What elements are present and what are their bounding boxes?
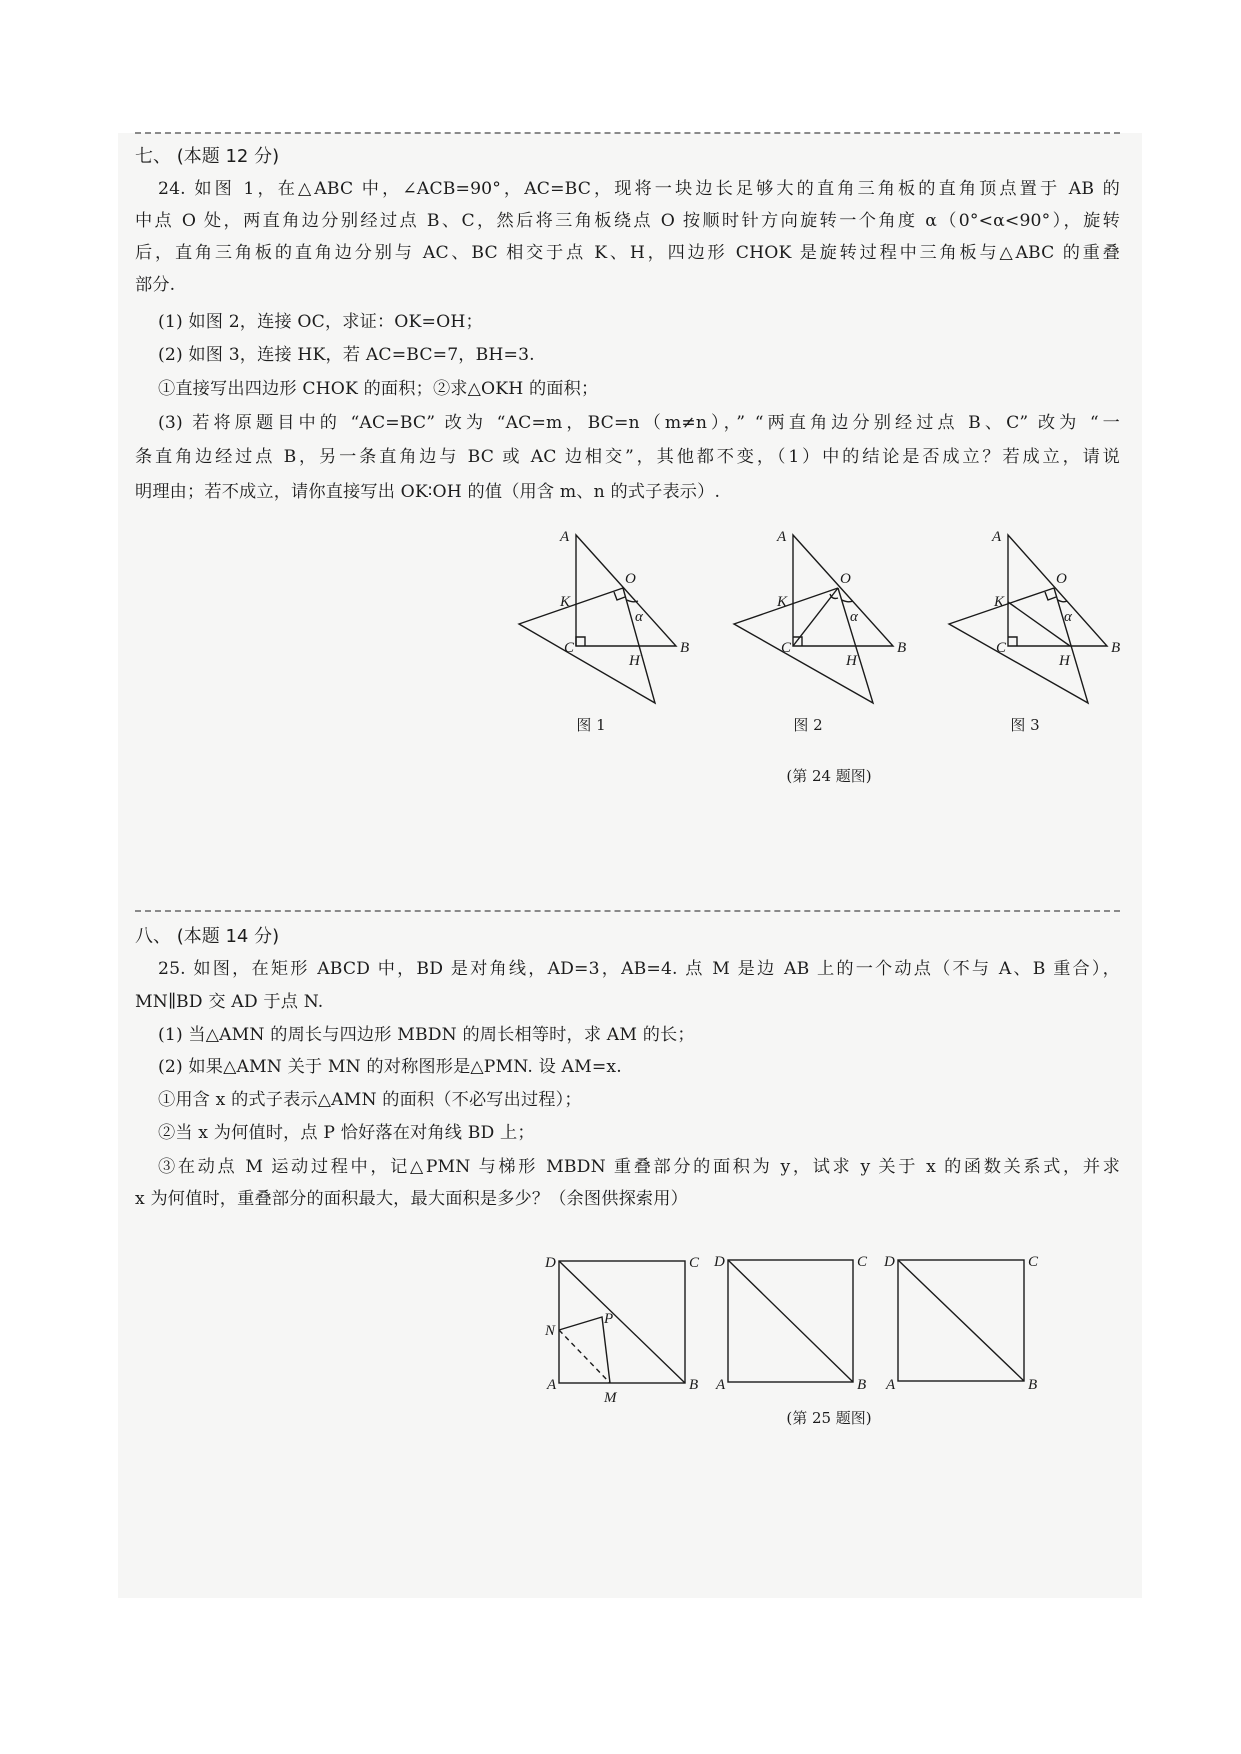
triangle-pmn xyxy=(559,1317,610,1383)
label-c: C xyxy=(781,640,792,656)
label-a: A xyxy=(777,529,787,545)
figure-25-3 xyxy=(883,1254,1039,1393)
figure-caption-1: 图 1 xyxy=(576,716,606,734)
figure-caption-2: 图 2 xyxy=(793,716,823,734)
label-a: A xyxy=(547,1377,557,1393)
label-d: D xyxy=(884,1254,895,1270)
label-o: O xyxy=(1056,571,1067,587)
question-25-part-2: (2) 如果△AMN 关于 MN 的对称图形是△PMN. 设 AM=x. xyxy=(158,1057,622,1077)
label-b: B xyxy=(680,640,690,656)
label-alpha: α xyxy=(635,609,643,625)
label-k: K xyxy=(777,594,788,610)
section-heading-8: 八、 (本题 14 分) xyxy=(135,926,280,947)
question-24-figure-caption: (第 24 题图) xyxy=(786,767,872,785)
question-25-sub-3-line-2: x 为何值时，重叠部分的面积最大，最大面积是多少？（余图供探索用） xyxy=(135,1189,688,1209)
label-alpha: α xyxy=(850,609,858,625)
question-25-part-1: (1) 当△AMN 的周长与四边形 MBDN 的周长相等时，求 AM 的长； xyxy=(158,1025,695,1045)
label-c: C xyxy=(996,640,1007,656)
label-k: K xyxy=(560,594,571,610)
question-25-line-1: 25. 如图，在矩形 ABCD 中，BD 是对角线，AD=3，AB=4. 点 M 是边 AB 上的一个动点（不与 A、B 重合）， xyxy=(158,959,1120,979)
question-24-line-2: 中点 O 处，两直角边分别经过点 B、C，然后将三角板绕点 O 按顺时针方向旋转一个角度 α（0°<α<90°），旋转 xyxy=(135,211,1120,231)
question-25-sub-1: ①用含 x 的式子表示△AMN 的面积（不必写出过程）； xyxy=(158,1090,582,1110)
label-o: O xyxy=(625,571,636,587)
question-25-line-2: MN∥BD 交 AD 于点 N. xyxy=(135,992,324,1012)
figure-caption-3: 图 3 xyxy=(1010,716,1040,734)
diagonal-bd xyxy=(728,1260,853,1382)
question-24-line-3: 后，直角三角板的直角边分别与 AC、BC 相交于点 K、H，四边形 CHOK 是旋转过程中三角板与△ABC 的重叠 xyxy=(135,243,1120,263)
label-h: H xyxy=(1059,653,1070,669)
question-24-part-2: (2) 如图 3，连接 HK，若 AC=BC=7，BH=3. xyxy=(158,345,535,365)
label-b: B xyxy=(1028,1377,1038,1393)
label-d: D xyxy=(714,1254,725,1270)
label-b: B xyxy=(1111,640,1121,656)
label-h: H xyxy=(629,653,640,669)
section-heading-7: 七、 (本题 12 分) xyxy=(135,146,280,167)
label-c: C xyxy=(689,1255,700,1271)
question-24-line-1: 24. 如图 1，在△ABC 中，∠ACB=90°，AC=BC，现将一块边长足够大的直角三角板的直角顶点置于 AB 的 xyxy=(158,179,1120,199)
question-24-part-2-sub: ①直接写出四边形 CHOK 的面积；②求△OKH 的面积； xyxy=(158,379,599,399)
label-n: N xyxy=(545,1323,556,1339)
question-25-sub-3-line-1: ③在动点 M 运动过程中，记△PMN 与梯形 MBDN 重叠部分的面积为 y，试求 y 关于 x 的函数关系式，并求 xyxy=(158,1157,1120,1177)
label-p: P xyxy=(604,1311,614,1327)
question-25-sub-2: ②当 x 为何值时，点 P 恰好落在对角线 BD 上； xyxy=(158,1123,535,1143)
diagonal-bd xyxy=(898,1260,1024,1381)
question-24-part-3-line-2: 条直角边经过点 B，另一条直角边与 BC 或 AC 边相交”，其他都不变，（1）中的结论是否成立？若成立，请说 xyxy=(135,447,1120,467)
label-a: A xyxy=(560,529,570,545)
label-a: A xyxy=(992,529,1002,545)
label-a: A xyxy=(886,1377,896,1393)
question-25-figure-caption: (第 25 题图) xyxy=(786,1409,872,1427)
label-c: C xyxy=(564,640,575,656)
question-24-part-3-line-1: (3) 若将原题目中的 “AC=BC” 改为 “AC=m，BC=n（m≠n），” “两直角边分别经过点 B、C” 改为 “一 xyxy=(158,413,1120,433)
label-m: M xyxy=(604,1390,617,1406)
label-alpha: α xyxy=(1064,609,1072,625)
label-c: C xyxy=(857,1254,868,1270)
figure-25-2 xyxy=(713,1254,868,1393)
diagonal-bd xyxy=(559,1261,685,1383)
question-24-part-1: (1) 如图 2，连接 OC，求证：OK=OH； xyxy=(158,312,483,332)
label-h: H xyxy=(846,653,857,669)
label-b: B xyxy=(689,1377,699,1393)
label-a: A xyxy=(716,1377,726,1393)
segment-mn-dashed xyxy=(559,1330,610,1383)
label-b: B xyxy=(857,1377,867,1393)
label-d: D xyxy=(545,1255,556,1271)
figure-25-1 xyxy=(544,1255,700,1406)
label-c: C xyxy=(1028,1254,1039,1270)
label-b: B xyxy=(897,640,907,656)
label-o: O xyxy=(840,571,851,587)
label-k: K xyxy=(994,594,1005,610)
question-24-part-3-line-3: 明理由；若不成立，请你直接写出 OK∶OH 的值（用含 m、n 的式子表示）. xyxy=(135,482,721,502)
question-24-line-4: 部分. xyxy=(135,275,176,295)
